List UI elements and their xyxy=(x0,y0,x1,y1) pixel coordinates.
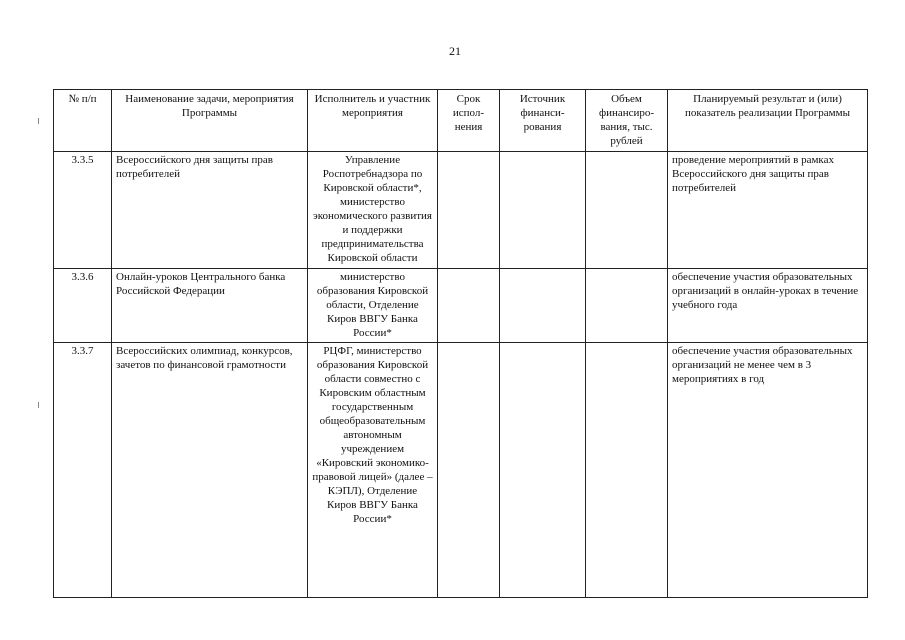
row-executor: министерство образования Кировской области, Отделение Киров ВВГУ Банка России* xyxy=(308,269,438,343)
row-number: 3.3.6 xyxy=(54,269,112,343)
row-number: 3.3.7 xyxy=(54,343,112,598)
row-task: Онлайн-уроков Центрального банка Российской Федерации xyxy=(112,269,308,343)
row-volume xyxy=(586,152,668,269)
header-executor: Исполнитель и участник мероприятия xyxy=(308,90,438,152)
row-term xyxy=(438,152,500,269)
header-task: Наименование задачи, мероприятия Программы xyxy=(112,90,308,152)
header-result: Планируемый результат и (или) показатель реализации Программы xyxy=(668,90,868,152)
table-row xyxy=(54,343,868,598)
scan-mark xyxy=(38,118,39,124)
header-num: № п/п xyxy=(54,90,112,152)
table-header-row xyxy=(54,90,868,152)
row-result: проведение мероприятий в рамках Всероссийского дня защиты прав потребителей xyxy=(668,152,868,269)
program-activities-table xyxy=(53,89,868,598)
header-source: Источник финанси-рования xyxy=(500,90,586,152)
row-task: Всероссийского дня защиты прав потребителей xyxy=(112,152,308,269)
row-executor: РЦФГ, министерство образования Кировской области совместно с Кировским областным государственным общеобразовательным автономным учреждением «Кировский экономико-правовой лицей» (далее – КЭПЛ), Отделение Киров ВВГУ Банка России* xyxy=(308,343,438,598)
row-source xyxy=(500,343,586,598)
row-result: обеспечение участия образовательных организаций не менее чем в 3 мероприятиях в год xyxy=(668,343,868,598)
row-source xyxy=(500,269,586,343)
scan-mark xyxy=(38,402,39,408)
header-term: Срок испол-нения xyxy=(438,90,500,152)
row-volume xyxy=(586,343,668,598)
row-volume xyxy=(586,269,668,343)
row-source xyxy=(500,152,586,269)
table-row xyxy=(54,269,868,343)
header-volume: Объем финансиро-вания, тыс. рублей xyxy=(586,90,668,152)
row-task: Всероссийских олимпиад, конкурсов, зачетов по финансовой грамотности xyxy=(112,343,308,598)
page-number: 21 xyxy=(449,44,461,58)
row-term xyxy=(438,269,500,343)
table-row xyxy=(54,152,868,269)
row-result: обеспечение участия образовательных организаций в онлайн-уроках в течение учебного года xyxy=(668,269,868,343)
row-number: 3.3.5 xyxy=(54,152,112,269)
row-executor: Управление Роспотребнадзора по Кировской области*, министерство экономического развития и поддержки предпринимательства Кировской области xyxy=(308,152,438,269)
row-term xyxy=(438,343,500,598)
